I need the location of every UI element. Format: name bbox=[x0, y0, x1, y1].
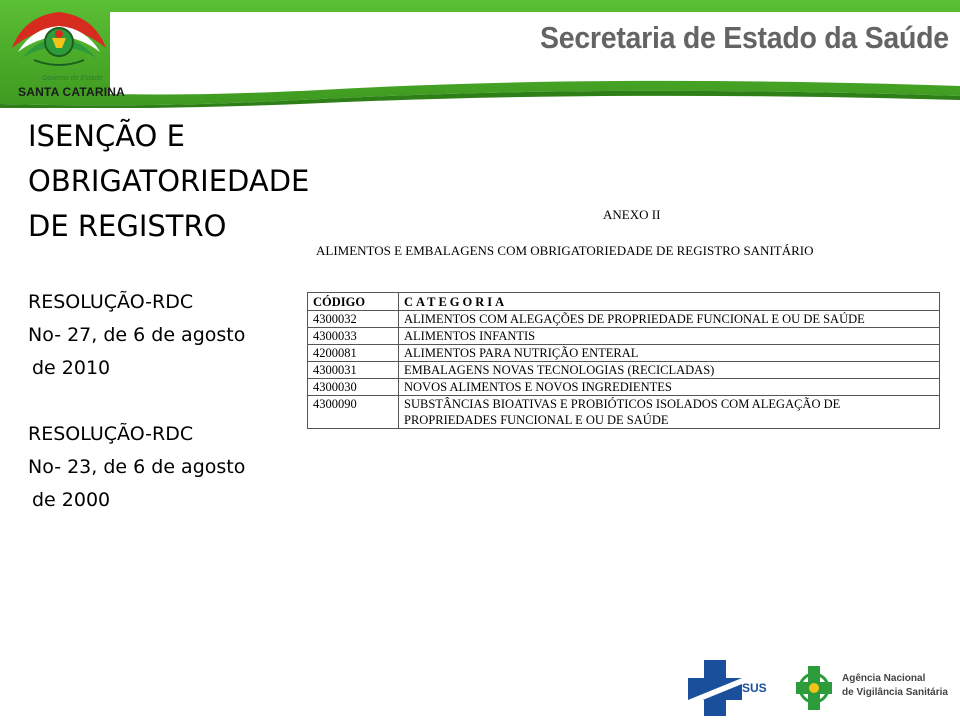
code-cell: 4300090 bbox=[308, 396, 399, 429]
code-cell: 4300030 bbox=[308, 379, 399, 396]
resolution-name: RESOLUÇÃO-RDC bbox=[28, 291, 194, 313]
code-cell: 4300033 bbox=[308, 328, 399, 345]
table-row bbox=[308, 311, 940, 328]
table-row bbox=[308, 328, 940, 345]
column-header-code: CÓDIGO bbox=[308, 293, 399, 311]
annex-subtitle: ALIMENTOS E EMBALAGENS COM OBRIGATORIEDADE DE REGISTRO SANITÁRIO bbox=[316, 243, 814, 258]
category-cell: SUBSTÂNCIAS BIOATIVAS E PROBIÓTICOS ISOLADOS COM ALEGAÇÃO DE PROPRIEDADES FUNCIONAL E OU DE SAÚDE bbox=[399, 396, 940, 429]
santa-catarina-logo bbox=[4, 8, 126, 104]
resolution-reference bbox=[28, 286, 245, 385]
code-cell: 4300032 bbox=[308, 311, 399, 328]
table-row bbox=[308, 362, 940, 379]
table-row bbox=[308, 345, 940, 362]
column-header-category: CATEGORIA bbox=[399, 293, 940, 311]
header-banner bbox=[0, 0, 960, 108]
category-cell: ALIMENTOS COM ALEGAÇÕES DE PROPRIEDADE FUNCIONAL E OU DE SAÚDE bbox=[399, 311, 940, 328]
code-cell: 4200081 bbox=[308, 345, 399, 362]
table-row bbox=[308, 379, 940, 396]
page-title bbox=[28, 114, 328, 249]
resolution-year: de 2010 bbox=[32, 357, 111, 379]
resolution-reference bbox=[28, 418, 245, 517]
title-line: OBRIGATORIEDADE bbox=[28, 164, 310, 198]
logo-government-text: Governo do Estado bbox=[42, 75, 103, 82]
annex-label: ANEXO II bbox=[603, 207, 661, 222]
logo-state-text: SANTA CATARINA bbox=[18, 85, 126, 99]
header-title: Secretaria de Estado da Saúde bbox=[540, 20, 949, 55]
category-cell: EMBALAGENS NOVAS TECNOLOGIAS (RECICLADAS) bbox=[399, 362, 940, 379]
resolution-name: RESOLUÇÃO-RDC bbox=[28, 423, 194, 445]
anvisa-name-line2: de Vigilância Sanitária bbox=[842, 687, 948, 698]
table-header-row bbox=[308, 293, 940, 311]
coat-of-arms-icon bbox=[4, 8, 114, 78]
title-line: ISENÇÃO E bbox=[28, 119, 185, 153]
resolution-number: No- 23, de 6 de agosto bbox=[28, 456, 246, 478]
table-row bbox=[308, 396, 940, 429]
title-line: DE REGISTRO bbox=[28, 209, 227, 243]
code-cell: 4300031 bbox=[308, 362, 399, 379]
resolution-number: No- 27, de 6 de agosto bbox=[28, 324, 246, 346]
sus-label: SUS bbox=[742, 681, 767, 695]
category-cell: ALIMENTOS PARA NUTRIÇÃO ENTERAL bbox=[399, 345, 940, 362]
category-cell: NOVOS ALIMENTOS E NOVOS INGREDIENTES bbox=[399, 379, 940, 396]
anvisa-emblem-icon bbox=[796, 666, 832, 710]
resolution-year: de 2000 bbox=[32, 489, 111, 511]
category-cell: ALIMENTOS INFANTIS bbox=[399, 328, 940, 345]
annex-table bbox=[307, 292, 940, 429]
anvisa-name-line1: Agência Nacional bbox=[842, 673, 926, 684]
sus-cross-icon bbox=[688, 660, 742, 716]
